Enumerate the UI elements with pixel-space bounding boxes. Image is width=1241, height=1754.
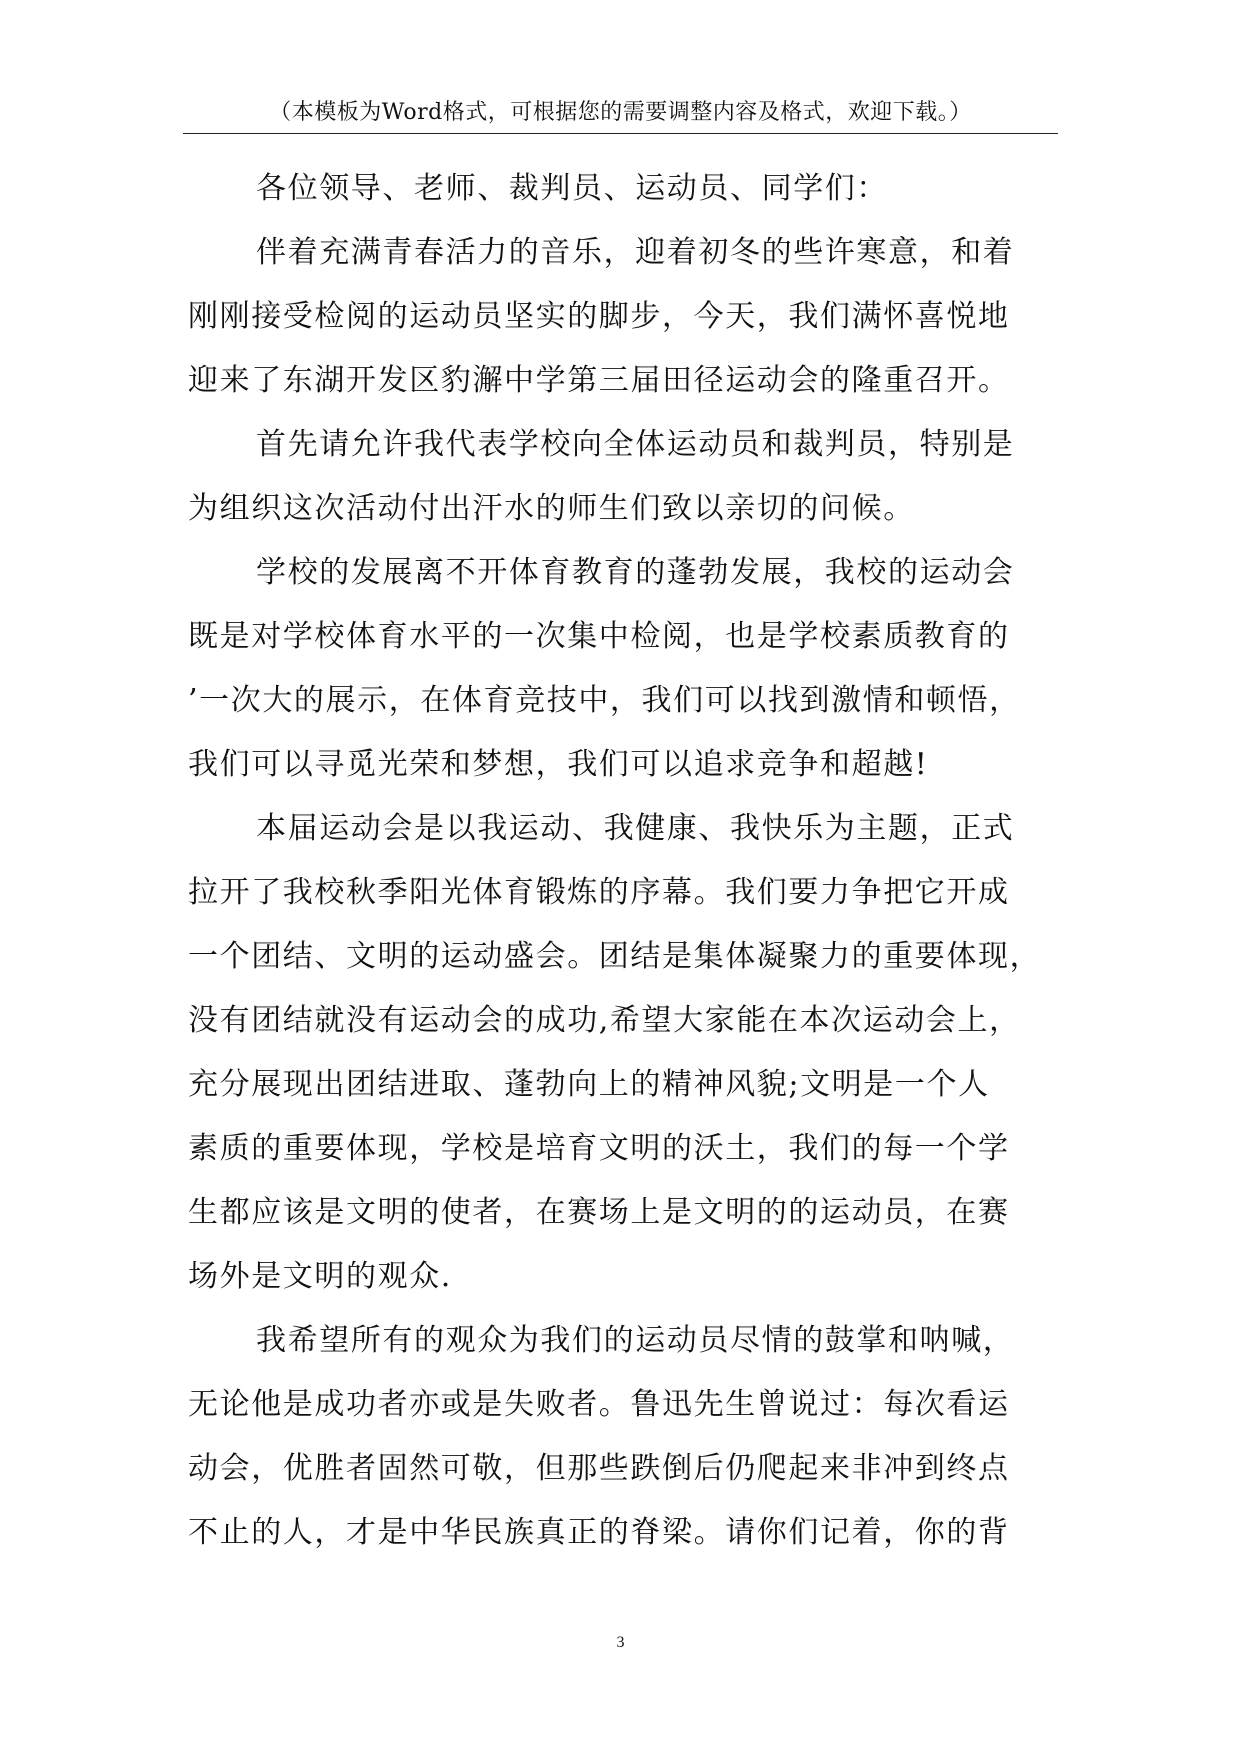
text-line: 既是对学校体育水平的一次集中检阅，也是学校素质教育的 xyxy=(188,619,1010,654)
text-line: 学校的发展离不开体育教育的蓬勃发展，我校的运动会 xyxy=(256,555,1015,590)
template-note: （本模板为Word格式，可根据您的需要调整内容及格式，欢迎下载。） xyxy=(269,100,972,125)
text-line: 动会，优胜者固然可敬，但那些跌倒后仍爬起来非冲到终点 xyxy=(188,1451,1010,1486)
text-line: 迎来了东湖开发区豹澥中学第三届田径运动会的隆重召开。 xyxy=(188,363,1010,398)
text-line: 各位领导、老师、裁判员、运动员、同学们： xyxy=(256,171,888,206)
text-line: 素质的重要体现，学校是培育文明的沃土，我们的每一个学 xyxy=(188,1131,1010,1166)
text-line: 无论他是成功者亦或是失败者。鲁迅先生曾说过：每次看运 xyxy=(188,1387,1010,1422)
text-line: 本届运动会是以我运动、我健康、我快乐为主题，正式 xyxy=(256,811,1015,846)
text-line: 伴着充满青春活力的音乐，迎着初冬的些许寒意，和着 xyxy=(256,235,1015,270)
text-line: 生都应该是文明的使者，在赛场上是文明的的运动员，在赛 xyxy=(188,1195,1010,1230)
speech-body xyxy=(188,157,1068,1565)
text-line: 拉开了我校秋季阳光体育锻炼的序幕。我们要力争把它开成 xyxy=(188,875,1010,910)
text-line: 不止的人，才是中华民族真正的脊梁。请你们记着，你的背 xyxy=(188,1515,1010,1550)
text-line: 刚刚接受检阅的运动员坚实的脚步，今天，我们满怀喜悦地 xyxy=(188,299,1010,334)
text-line: ’一次大的展示，在体育竞技中，我们可以找到激情和顿悟， xyxy=(188,683,1021,718)
text-line: 我们可以寻觅光荣和梦想，我们可以追求竞争和超越! xyxy=(188,747,929,782)
text-line: 充分展现出团结进取、蓬勃向上的精神风貌;文明是一个人 xyxy=(188,1067,990,1102)
header-divider xyxy=(183,133,1058,134)
page-number: 3 xyxy=(616,1634,625,1651)
text-line: 没有团结就没有运动会的成功,希望大家能在本次运动会上， xyxy=(188,1003,1021,1038)
text-line: 一个团结、文明的运动盛会。团结是集体凝聚力的重要体现， xyxy=(188,939,1042,974)
text-line: 场外是文明的观众. xyxy=(188,1259,452,1294)
text-line: 为组织这次活动付出汗水的师生们致以亲切的问候。 xyxy=(188,491,915,526)
text-line: 首先请允许我代表学校向全体运动员和裁判员，特别是 xyxy=(256,427,1015,462)
text-line: 我希望所有的观众为我们的运动员尽情的鼓掌和呐喊， xyxy=(256,1323,1015,1358)
